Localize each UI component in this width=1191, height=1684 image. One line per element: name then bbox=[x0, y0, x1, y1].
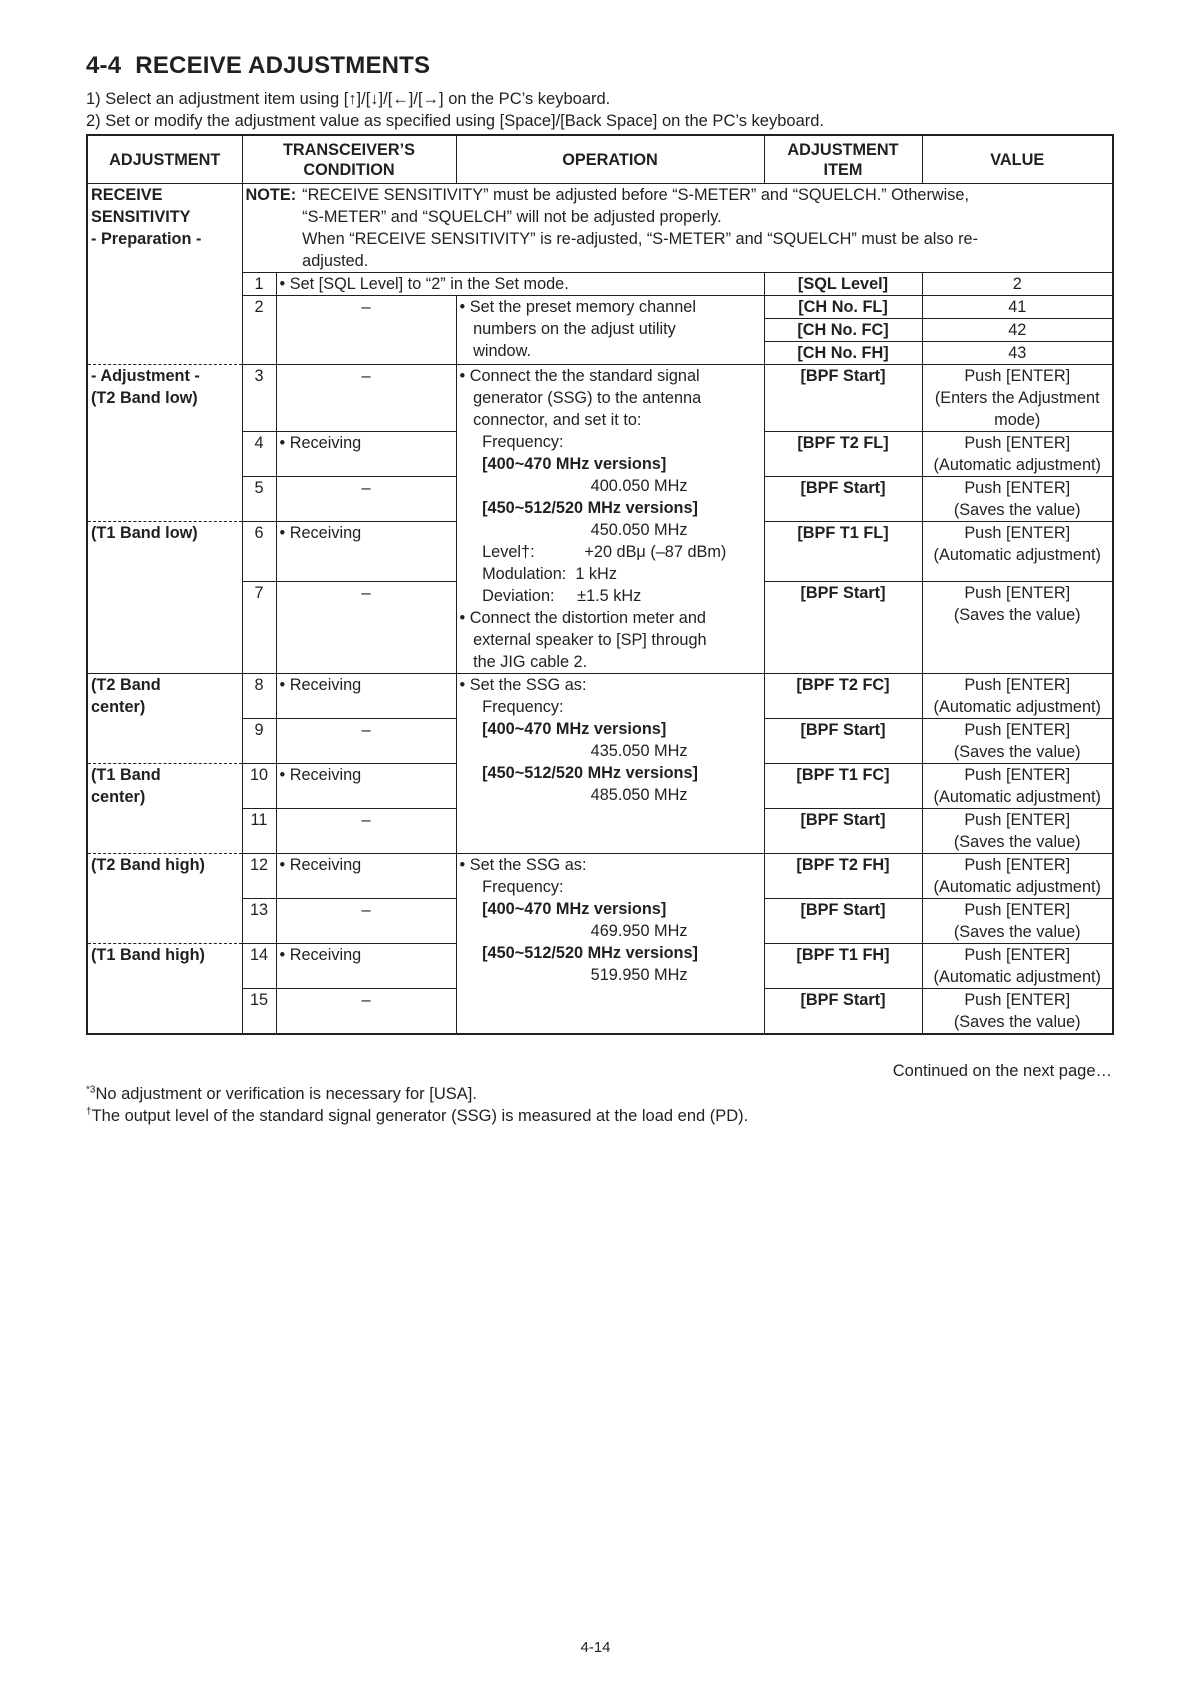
adjustment-label-t1-high: (T1 Band high) bbox=[87, 944, 242, 1035]
operation-line: [400~470 MHz versions] bbox=[459, 900, 667, 918]
operation-line: 400.050 MHz bbox=[459, 477, 688, 495]
operation-line: generator (SSG) to the antenna bbox=[459, 389, 702, 407]
operation-line: Level†: +20 dBμ (–87 dBm) bbox=[459, 543, 727, 561]
adjustment-value: Push [ENTER] (Saves the value) bbox=[922, 477, 1113, 522]
step-number: 4 bbox=[242, 432, 276, 477]
adjustment-item: [BPF T1 FH] bbox=[764, 944, 922, 989]
condition: • Receiving bbox=[276, 944, 456, 989]
adjustment-item: [BPF Start] bbox=[764, 809, 922, 854]
adjustment-item: [BPF Start] bbox=[764, 365, 922, 432]
adjustment-value: Push [ENTER] (Saves the value) bbox=[922, 899, 1113, 944]
adjustment-value: Push [ENTER] (Automatic adjustment) bbox=[922, 432, 1113, 477]
adjustment-item: [BPF T2 FC] bbox=[764, 674, 922, 719]
adjustment-value: 43 bbox=[922, 342, 1113, 365]
operation-line: numbers on the adjust utility bbox=[459, 320, 676, 338]
adjustment-value: Push [ENTER] (Automatic adjustment) bbox=[922, 674, 1113, 719]
instruction-2: 2) Set or modify the adjustment value as specified using [Space]/[Back Space] on the PC’s keyboard. bbox=[86, 112, 825, 130]
operation-line: • Set the preset memory channel bbox=[459, 298, 696, 316]
adjustment-label-preparation: RECEIVE SENSITIVITY - Preparation - bbox=[87, 184, 242, 365]
operation-line: connector, and set it to: bbox=[459, 411, 642, 429]
table-row bbox=[87, 365, 1113, 432]
operation-line: 519.950 MHz bbox=[459, 966, 688, 984]
adjustment-value: Push [ENTER] (Automatic adjustment) bbox=[922, 764, 1113, 809]
adjustment-value: Push [ENTER] (Automatic adjustment) bbox=[922, 944, 1113, 989]
operation-line: Deviation: ±1.5 kHz bbox=[459, 587, 642, 605]
adjustment-value: Push [ENTER] (Saves the value) bbox=[922, 989, 1113, 1035]
adjustment-item: [CH No. FC] bbox=[764, 319, 922, 342]
step-number: 8 bbox=[242, 674, 276, 719]
operation-line: [450~512/520 MHz versions] bbox=[459, 944, 698, 962]
operation-line: window. bbox=[459, 342, 531, 360]
adjustment-item: [CH No. FL] bbox=[764, 296, 922, 319]
operation-line: Frequency: bbox=[459, 433, 564, 451]
operation-line: • Connect the the standard signal bbox=[459, 367, 700, 385]
adjustment-label-t1-low: (T1 Band low) bbox=[87, 522, 242, 674]
footnote-2 bbox=[86, 1107, 748, 1126]
note-label: NOTE: bbox=[245, 186, 297, 204]
step-number: 2 bbox=[242, 296, 276, 365]
adjustment-value: Push [ENTER] (Enters the Adjustment mode) bbox=[922, 365, 1113, 432]
condition: • Receiving bbox=[276, 432, 456, 477]
footnote-mark: † bbox=[86, 1106, 92, 1118]
condition: – bbox=[276, 809, 456, 854]
operation-line: Frequency: bbox=[459, 878, 564, 896]
table-row bbox=[87, 854, 1113, 899]
condition: – bbox=[276, 365, 456, 432]
adjustment-item: [BPF T2 FL] bbox=[764, 432, 922, 477]
adjustment-item: [BPF Start] bbox=[764, 477, 922, 522]
step-number: 5 bbox=[242, 477, 276, 522]
adjustment-label-t2-center: (T2 Band center) bbox=[87, 674, 242, 764]
section-title bbox=[86, 52, 430, 80]
adjustment-item: [CH No. FH] bbox=[764, 342, 922, 365]
instruction-1: 1) Select an adjustment item using [↑]/[↓]/[←]/[→] on the PC’s keyboard. bbox=[86, 90, 611, 108]
note-line: When “RECEIVE SENSITIVITY” is re-adjusted, “S-METER” and “SQUELCH” must be also re- bbox=[302, 230, 979, 248]
operation-high-band bbox=[456, 854, 764, 1035]
note-cell bbox=[242, 184, 1113, 273]
step-number: 13 bbox=[242, 899, 276, 944]
page-number: 4-14 bbox=[580, 1639, 611, 1656]
condition: • Receiving bbox=[276, 854, 456, 899]
step1-operation: • Set [SQL Level] to “2” in the Set mode. bbox=[276, 273, 764, 296]
adjustment-item: [BPF T1 FL] bbox=[764, 522, 922, 582]
condition: – bbox=[276, 719, 456, 764]
table-row bbox=[87, 674, 1113, 719]
adjustment-value: 42 bbox=[922, 319, 1113, 342]
step-number: 6 bbox=[242, 522, 276, 582]
operation-line: external speaker to [SP] through bbox=[459, 631, 707, 649]
adjustment-item: [BPF Start] bbox=[764, 899, 922, 944]
adjustment-value: Push [ENTER] (Saves the value) bbox=[922, 809, 1113, 854]
step-number: 12 bbox=[242, 854, 276, 899]
header-item: ADJUSTMENT ITEM bbox=[764, 135, 922, 184]
adjustment-item: [BPF Start] bbox=[764, 719, 922, 764]
operation-line: 435.050 MHz bbox=[459, 742, 688, 760]
step-number: 3 bbox=[242, 365, 276, 432]
note-row bbox=[87, 184, 1113, 273]
condition: • Receiving bbox=[276, 674, 456, 719]
adjustment-value: 41 bbox=[922, 296, 1113, 319]
footnote-mark: *3 bbox=[86, 1084, 96, 1096]
footnote-text: No adjustment or verification is necessary for [USA]. bbox=[95, 1085, 477, 1103]
operation-line: the JIG cable 2. bbox=[459, 653, 588, 671]
operation-line: [450~512/520 MHz versions] bbox=[459, 764, 698, 782]
adjustment-item: [BPF Start] bbox=[764, 582, 922, 674]
adjustment-item: [BPF T2 FH] bbox=[764, 854, 922, 899]
step-number: 7 bbox=[242, 582, 276, 674]
condition: – bbox=[276, 899, 456, 944]
operation-line: • Connect the distortion meter and bbox=[459, 609, 706, 627]
operation-line: [400~470 MHz versions] bbox=[459, 720, 667, 738]
operation-line: • Set the SSG as: bbox=[459, 856, 587, 874]
header-value: VALUE bbox=[922, 135, 1113, 184]
operation-center-band bbox=[456, 674, 764, 854]
operation-line: Modulation: 1 kHz bbox=[459, 565, 617, 583]
adjustment-value: Push [ENTER] (Saves the value) bbox=[922, 719, 1113, 764]
operation-line: [450~512/520 MHz versions] bbox=[459, 499, 698, 517]
step-number: 10 bbox=[242, 764, 276, 809]
adjustment-label-t2-high: (T2 Band high) bbox=[87, 854, 242, 944]
continued-note: Continued on the next page… bbox=[892, 1062, 1112, 1080]
condition: – bbox=[276, 989, 456, 1035]
step-number: 15 bbox=[242, 989, 276, 1035]
header-condition: TRANSCEIVER’S CONDITION bbox=[242, 135, 456, 184]
footnote-1 bbox=[86, 1085, 477, 1104]
adjustment-item: [BPF T1 FC] bbox=[764, 764, 922, 809]
section-title-text: RECEIVE ADJUSTMENTS bbox=[135, 52, 431, 79]
note-line: “RECEIVE SENSITIVITY” must be adjusted before “S-METER” and “SQUELCH.” Otherwise, bbox=[302, 186, 969, 204]
operation-line: [400~470 MHz versions] bbox=[459, 455, 667, 473]
condition: – bbox=[276, 582, 456, 674]
adjustment-value: 2 bbox=[922, 273, 1113, 296]
operation-channels bbox=[456, 296, 764, 365]
header-operation: OPERATION bbox=[456, 135, 764, 184]
operation-low-band bbox=[456, 365, 764, 674]
condition: – bbox=[276, 477, 456, 522]
note-line: “S-METER” and “SQUELCH” will not be adjusted properly. bbox=[302, 208, 722, 226]
condition: • Receiving bbox=[276, 522, 456, 582]
adjustment-value: Push [ENTER] (Automatic adjustment) bbox=[922, 522, 1113, 582]
receive-adjustments-table bbox=[86, 134, 1114, 1035]
adjustment-item: [SQL Level] bbox=[764, 273, 922, 296]
section-number: 4-4 bbox=[86, 52, 122, 79]
adjustment-label-t1-center: (T1 Band center) bbox=[87, 764, 242, 854]
step-number: 11 bbox=[242, 809, 276, 854]
adjustment-item: [BPF Start] bbox=[764, 989, 922, 1035]
step-number: 1 bbox=[242, 273, 276, 296]
adjustment-value: Push [ENTER] (Automatic adjustment) bbox=[922, 854, 1113, 899]
condition: • Receiving bbox=[276, 764, 456, 809]
step-number: 9 bbox=[242, 719, 276, 764]
adjustment-value: Push [ENTER] (Saves the value) bbox=[922, 582, 1113, 674]
operation-line: 485.050 MHz bbox=[459, 786, 688, 804]
table-header-row bbox=[87, 135, 1113, 184]
footnote-text: The output level of the standard signal generator (SSG) is measured at the load end (PD). bbox=[91, 1107, 749, 1125]
operation-line: 450.050 MHz bbox=[459, 521, 688, 539]
step-number: 14 bbox=[242, 944, 276, 989]
operation-line: 469.950 MHz bbox=[459, 922, 688, 940]
header-adjustment: ADJUSTMENT bbox=[87, 135, 242, 184]
note-line: adjusted. bbox=[302, 252, 369, 270]
operation-line: • Set the SSG as: bbox=[459, 676, 587, 694]
adjustment-label-t2-low: - Adjustment - (T2 Band low) bbox=[87, 365, 242, 522]
operation-line: Frequency: bbox=[459, 698, 564, 716]
condition: – bbox=[276, 296, 456, 365]
